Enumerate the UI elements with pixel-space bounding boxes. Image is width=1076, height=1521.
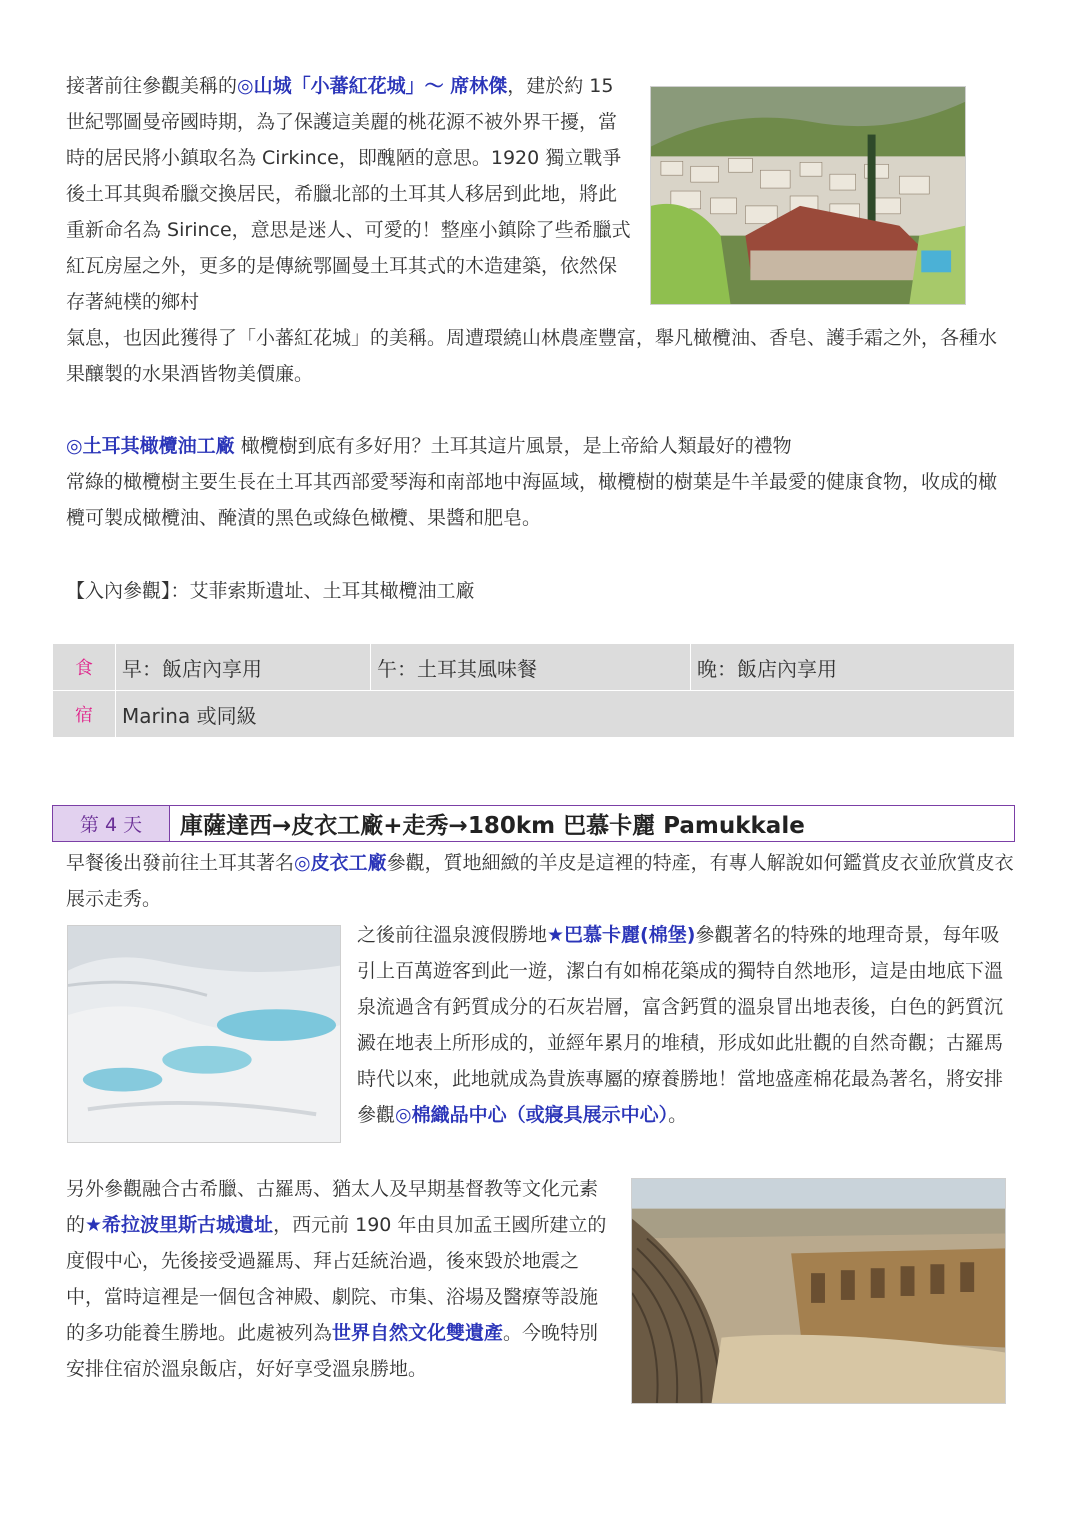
pamukkale-photo — [67, 925, 341, 1143]
pamukkale-paragraph — [357, 917, 1011, 1133]
olive-body: 常綠的橄欖樹主要生長在土耳其西部愛琴海和南部地中海區域，橄欖樹的樹葉是牛羊最愛的健康食物，收成的橄欖可製成橄欖油、醃漬的黑色或綠色橄欖、果醬和肥皂。 — [66, 471, 998, 529]
lunch-cell: 午：土耳其風味餐 — [371, 644, 691, 691]
world-heritage-highlight: 世界自然文化雙遺產 — [332, 1322, 504, 1344]
leather-body: 參觀，質地細緻的羊皮是這裡的特產，有專人解說如何鑑賞皮衣並欣賞皮衣展示走秀。 — [66, 852, 1014, 910]
leather-highlight: ◎皮衣工廠 — [294, 852, 387, 874]
dinner-cell: 晚：飯店內享用 — [691, 644, 1015, 691]
hierapolis-intro: 另外參觀融合古希臘、古羅馬、猶太人及早期基督教等文化元素的 — [66, 1178, 599, 1236]
olive-highlight: ◎土耳其橄欖油工廠 — [66, 435, 235, 457]
olive-paragraph — [66, 428, 1011, 464]
sirince-body: ，建於約 15 世紀鄂圖曼帝國時期，為了保護這美麗的桃花源不被外界干擾，當時的居民將小鎮取名為 Cirkince，即醜陋的意思。1920 獨立戰爭後土耳其與希臘交換居民，希臘北部的土耳其人移居到此地，將此重新命名為 Sirince，意思是迷人、可愛的！整座小鎮除了些希臘式紅瓦房屋之外，更多的是傳統鄂圖曼土耳其式的木造建築，依然保存著純樸的鄉村 — [66, 75, 631, 313]
sirince-intro: 接著前往參觀美稱的 — [66, 75, 238, 97]
hierapolis-highlight: ★希拉波里斯古城遺址 — [85, 1214, 274, 1236]
pamukkale-end: 。 — [668, 1104, 688, 1126]
hierapolis-end: 。今晚特別安排住宿於溫泉飯店，好好享受溫泉勝地。 — [66, 1322, 599, 1380]
pamukkale-intro: 之後前往溫泉渡假勝地 — [357, 924, 548, 946]
stay-row — [53, 691, 1015, 738]
olive-lead: 橄欖樹到底有多好用？土耳其這片風景，是上帝給人類最好的禮物 — [234, 435, 792, 457]
day-route: 庫薩達西→皮衣工廠+走秀→180km 巴慕卡麗 Pamukkale — [180, 813, 805, 839]
sirince-town-photo — [650, 86, 966, 305]
leather-intro: 早餐後出發前往土耳其著名 — [66, 852, 295, 874]
breakfast-cell: 早：飯店內享用 — [116, 644, 371, 691]
hierapolis-paragraph — [66, 1171, 614, 1387]
cotton-center-highlight: ◎棉織品中心（或寢具展示中心） — [395, 1104, 669, 1126]
pamukkale-highlight: ★巴慕卡麗(棉堡) — [547, 924, 696, 946]
meals-row — [53, 644, 1015, 691]
visit-line: 【入內參觀】：艾菲索斯遺址、土耳其橄欖油工廠 — [66, 580, 475, 602]
day4-header — [52, 805, 1015, 842]
pamukkale-body: 參觀著名的特殊的地理奇景，每年吸引上百萬遊客到此一遊，潔白有如棉花築成的獨特自然地形，這是由地底下溫泉流過含有鈣質成分的石灰岩層，富含鈣質的溫泉冒出地表後，白色的鈣質沉澱在地表上所形成的，並經年累月的堆積，形成如此壯觀的自然奇觀；古羅馬時代以來，此地就成為貴族專屬的療養勝地！當地盛產棉花最為著名，將安排參觀 — [357, 924, 1004, 1126]
hierapolis-body: ，西元前 190 年由貝加孟王國所建立的度假中心，先後接受過羅馬、拜占廷統治過，後來毀於地震之中，當時這裡是一個包含神殿、劇院、市集、浴場及醫療等設施的多功能養生勝地。此處被列為 — [66, 1214, 607, 1344]
stay-label: 宿 — [53, 691, 116, 738]
food-label: 食 — [53, 644, 116, 691]
sirince-paragraph — [66, 68, 634, 320]
hierapolis-theatre-photo — [631, 1178, 1006, 1404]
hotel-cell: Marina 或同級 — [116, 691, 1015, 738]
meals-table — [52, 643, 1015, 738]
leather-paragraph — [66, 845, 1016, 917]
sirince-paragraph-cont: 氣息，也因此獲得了「小蕃紅花城」的美稱。周遭環繞山林農產豐富，舉凡橄欖油、香皂、護手霜之外，各種水果釀製的水果酒皆物美價廉。 — [66, 327, 998, 385]
sirince-highlight: ◎山城「小蕃紅花城」～ 席林傑 — [237, 75, 508, 97]
day-number: 第 4 天 — [53, 806, 170, 841]
